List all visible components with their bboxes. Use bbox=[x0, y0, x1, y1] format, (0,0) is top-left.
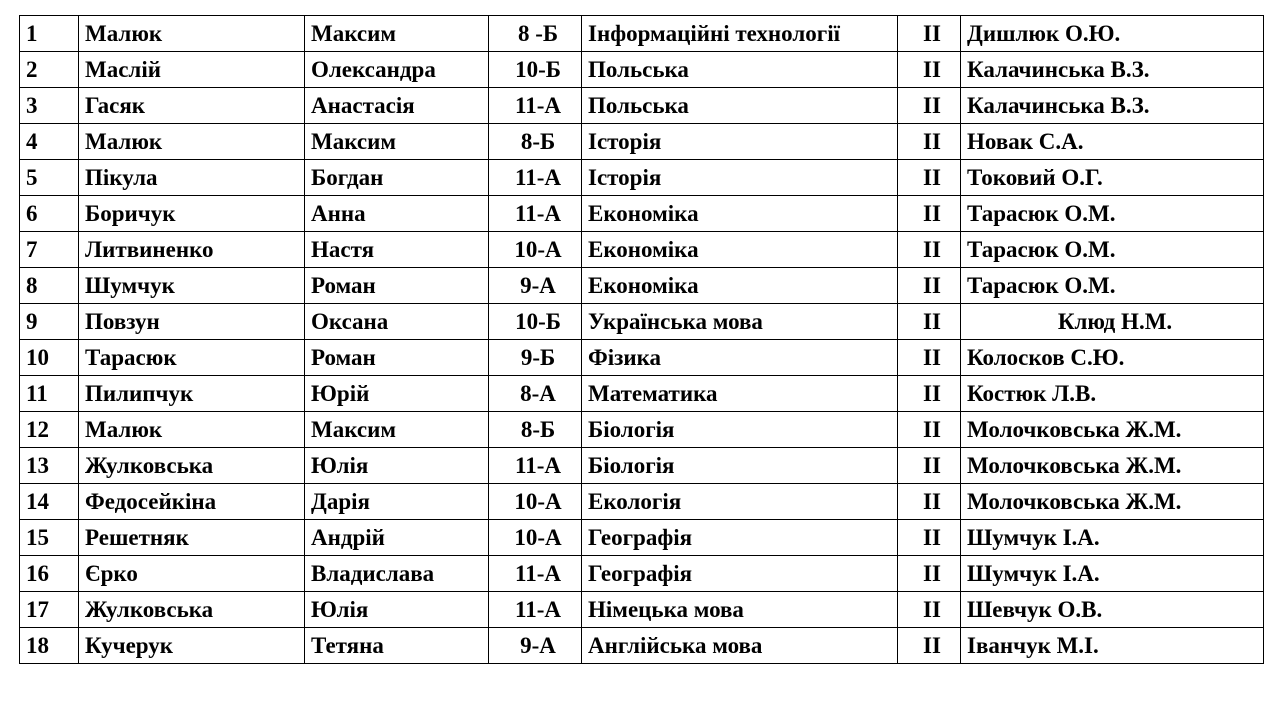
cell-teacher: Новак С.А. bbox=[961, 124, 1264, 160]
cell-teacher: Тарасюк О.М. bbox=[961, 196, 1264, 232]
cell-subject: Польська bbox=[582, 52, 898, 88]
table-row bbox=[20, 628, 1264, 664]
cell-surname: Малюк bbox=[79, 412, 305, 448]
cell-teacher: Шевчук О.В. bbox=[961, 592, 1264, 628]
cell-number: 18 bbox=[20, 628, 79, 664]
table-row bbox=[20, 376, 1264, 412]
cell-teacher: Калачинська В.З. bbox=[961, 88, 1264, 124]
cell-class: 11-А bbox=[489, 88, 582, 124]
table-row bbox=[20, 556, 1264, 592]
cell-number: 15 bbox=[20, 520, 79, 556]
cell-subject: Історія bbox=[582, 124, 898, 160]
cell-subject: Біологія bbox=[582, 448, 898, 484]
table-row bbox=[20, 520, 1264, 556]
table-row bbox=[20, 340, 1264, 376]
cell-teacher: Шумчук І.А. bbox=[961, 556, 1264, 592]
cell-teacher: Молочковська Ж.М. bbox=[961, 448, 1264, 484]
table-row bbox=[20, 52, 1264, 88]
cell-place: ІІ bbox=[898, 592, 961, 628]
table-row bbox=[20, 304, 1264, 340]
cell-place: ІІ bbox=[898, 88, 961, 124]
cell-subject: Економіка bbox=[582, 196, 898, 232]
cell-teacher: Тарасюк О.М. bbox=[961, 232, 1264, 268]
cell-teacher: Дишлюк О.Ю. bbox=[961, 16, 1264, 52]
cell-subject: Географія bbox=[582, 520, 898, 556]
results-table bbox=[19, 15, 1264, 664]
cell-subject: Англійська мова bbox=[582, 628, 898, 664]
table-row bbox=[20, 592, 1264, 628]
cell-number: 9 bbox=[20, 304, 79, 340]
cell-subject: Українська мова bbox=[582, 304, 898, 340]
cell-number: 11 bbox=[20, 376, 79, 412]
cell-class: 8-Б bbox=[489, 412, 582, 448]
cell-surname: Решетняк bbox=[79, 520, 305, 556]
cell-number: 6 bbox=[20, 196, 79, 232]
cell-number: 7 bbox=[20, 232, 79, 268]
cell-surname: Жулковська bbox=[79, 448, 305, 484]
cell-teacher: Шумчук І.А. bbox=[961, 520, 1264, 556]
cell-class: 11-А bbox=[489, 160, 582, 196]
table-row bbox=[20, 412, 1264, 448]
cell-first-name: Владислава bbox=[305, 556, 489, 592]
cell-place: ІІ bbox=[898, 484, 961, 520]
cell-place: ІІ bbox=[898, 232, 961, 268]
cell-class: 9-А bbox=[489, 628, 582, 664]
cell-first-name: Богдан bbox=[305, 160, 489, 196]
cell-number: 1 bbox=[20, 16, 79, 52]
cell-subject: Економіка bbox=[582, 232, 898, 268]
table-row bbox=[20, 196, 1264, 232]
cell-surname: Пікула bbox=[79, 160, 305, 196]
cell-place: ІІ bbox=[898, 268, 961, 304]
table-row bbox=[20, 448, 1264, 484]
cell-place: ІІ bbox=[898, 196, 961, 232]
table-row bbox=[20, 160, 1264, 196]
cell-subject: Біологія bbox=[582, 412, 898, 448]
cell-first-name: Максим bbox=[305, 412, 489, 448]
cell-class: 8-А bbox=[489, 376, 582, 412]
cell-teacher: Калачинська В.З. bbox=[961, 52, 1264, 88]
results-table-body bbox=[20, 16, 1264, 664]
cell-surname: Кучерук bbox=[79, 628, 305, 664]
cell-number: 2 bbox=[20, 52, 79, 88]
cell-surname: Боричук bbox=[79, 196, 305, 232]
cell-first-name: Роман bbox=[305, 268, 489, 304]
cell-first-name: Юлія bbox=[305, 592, 489, 628]
cell-subject: Екологія bbox=[582, 484, 898, 520]
cell-teacher: Колосков С.Ю. bbox=[961, 340, 1264, 376]
cell-class: 10-А bbox=[489, 484, 582, 520]
cell-class: 10-А bbox=[489, 232, 582, 268]
cell-surname: Малюк bbox=[79, 124, 305, 160]
cell-surname: Пилипчук bbox=[79, 376, 305, 412]
cell-class: 8 -Б bbox=[489, 16, 582, 52]
cell-first-name: Андрій bbox=[305, 520, 489, 556]
cell-place: ІІ bbox=[898, 340, 961, 376]
table-row bbox=[20, 88, 1264, 124]
cell-teacher: Молочковська Ж.М. bbox=[961, 484, 1264, 520]
cell-teacher: Молочковська Ж.М. bbox=[961, 412, 1264, 448]
cell-surname: Федосейкіна bbox=[79, 484, 305, 520]
cell-place: ІІ bbox=[898, 628, 961, 664]
cell-class: 10-А bbox=[489, 520, 582, 556]
cell-place: ІІ bbox=[898, 520, 961, 556]
cell-number: 14 bbox=[20, 484, 79, 520]
cell-surname: Єрко bbox=[79, 556, 305, 592]
cell-first-name: Максим bbox=[305, 124, 489, 160]
cell-place: ІІ bbox=[898, 448, 961, 484]
cell-surname: Малюк bbox=[79, 16, 305, 52]
cell-place: ІІ bbox=[898, 52, 961, 88]
cell-first-name: Тетяна bbox=[305, 628, 489, 664]
cell-class: 10-Б bbox=[489, 52, 582, 88]
cell-subject: Польська bbox=[582, 88, 898, 124]
cell-first-name: Олександра bbox=[305, 52, 489, 88]
cell-number: 10 bbox=[20, 340, 79, 376]
table-row bbox=[20, 232, 1264, 268]
cell-place: ІІ bbox=[898, 556, 961, 592]
cell-subject: Географія bbox=[582, 556, 898, 592]
cell-class: 11-А bbox=[489, 448, 582, 484]
cell-number: 17 bbox=[20, 592, 79, 628]
cell-first-name: Юрій bbox=[305, 376, 489, 412]
cell-surname: Литвиненко bbox=[79, 232, 305, 268]
cell-first-name: Анна bbox=[305, 196, 489, 232]
cell-class: 9-Б bbox=[489, 340, 582, 376]
cell-surname: Тарасюк bbox=[79, 340, 305, 376]
cell-number: 5 bbox=[20, 160, 79, 196]
cell-teacher: Іванчук М.І. bbox=[961, 628, 1264, 664]
cell-first-name: Анастасія bbox=[305, 88, 489, 124]
cell-subject: Фізика bbox=[582, 340, 898, 376]
cell-subject: Економіка bbox=[582, 268, 898, 304]
cell-teacher: Клюд Н.М. bbox=[961, 304, 1264, 340]
cell-place: ІІ bbox=[898, 304, 961, 340]
cell-number: 4 bbox=[20, 124, 79, 160]
cell-first-name: Максим bbox=[305, 16, 489, 52]
cell-number: 8 bbox=[20, 268, 79, 304]
cell-teacher: Тарасюк О.М. bbox=[961, 268, 1264, 304]
cell-first-name: Настя bbox=[305, 232, 489, 268]
cell-subject: Математика bbox=[582, 376, 898, 412]
cell-teacher: Токовий О.Г. bbox=[961, 160, 1264, 196]
cell-number: 12 bbox=[20, 412, 79, 448]
cell-number: 16 bbox=[20, 556, 79, 592]
cell-subject: Інформаційні технології bbox=[582, 16, 898, 52]
cell-surname: Маслій bbox=[79, 52, 305, 88]
table-row bbox=[20, 16, 1264, 52]
cell-class: 9-А bbox=[489, 268, 582, 304]
table-row bbox=[20, 268, 1264, 304]
cell-number: 13 bbox=[20, 448, 79, 484]
cell-place: ІІ bbox=[898, 160, 961, 196]
cell-place: ІІ bbox=[898, 16, 961, 52]
cell-number: 3 bbox=[20, 88, 79, 124]
cell-place: ІІ bbox=[898, 412, 961, 448]
cell-class: 10-Б bbox=[489, 304, 582, 340]
cell-place: ІІ bbox=[898, 376, 961, 412]
cell-teacher: Костюк Л.В. bbox=[961, 376, 1264, 412]
cell-surname: Гасяк bbox=[79, 88, 305, 124]
cell-class: 11-А bbox=[489, 196, 582, 232]
cell-place: ІІ bbox=[898, 124, 961, 160]
cell-first-name: Оксана bbox=[305, 304, 489, 340]
table-row bbox=[20, 484, 1264, 520]
cell-first-name: Дарія bbox=[305, 484, 489, 520]
cell-surname: Повзун bbox=[79, 304, 305, 340]
cell-surname: Шумчук bbox=[79, 268, 305, 304]
cell-subject: Історія bbox=[582, 160, 898, 196]
cell-class: 8-Б bbox=[489, 124, 582, 160]
cell-class: 11-А bbox=[489, 592, 582, 628]
table-row bbox=[20, 124, 1264, 160]
cell-surname: Жулковська bbox=[79, 592, 305, 628]
cell-first-name: Роман bbox=[305, 340, 489, 376]
cell-first-name: Юлія bbox=[305, 448, 489, 484]
cell-class: 11-А bbox=[489, 556, 582, 592]
cell-subject: Німецька мова bbox=[582, 592, 898, 628]
